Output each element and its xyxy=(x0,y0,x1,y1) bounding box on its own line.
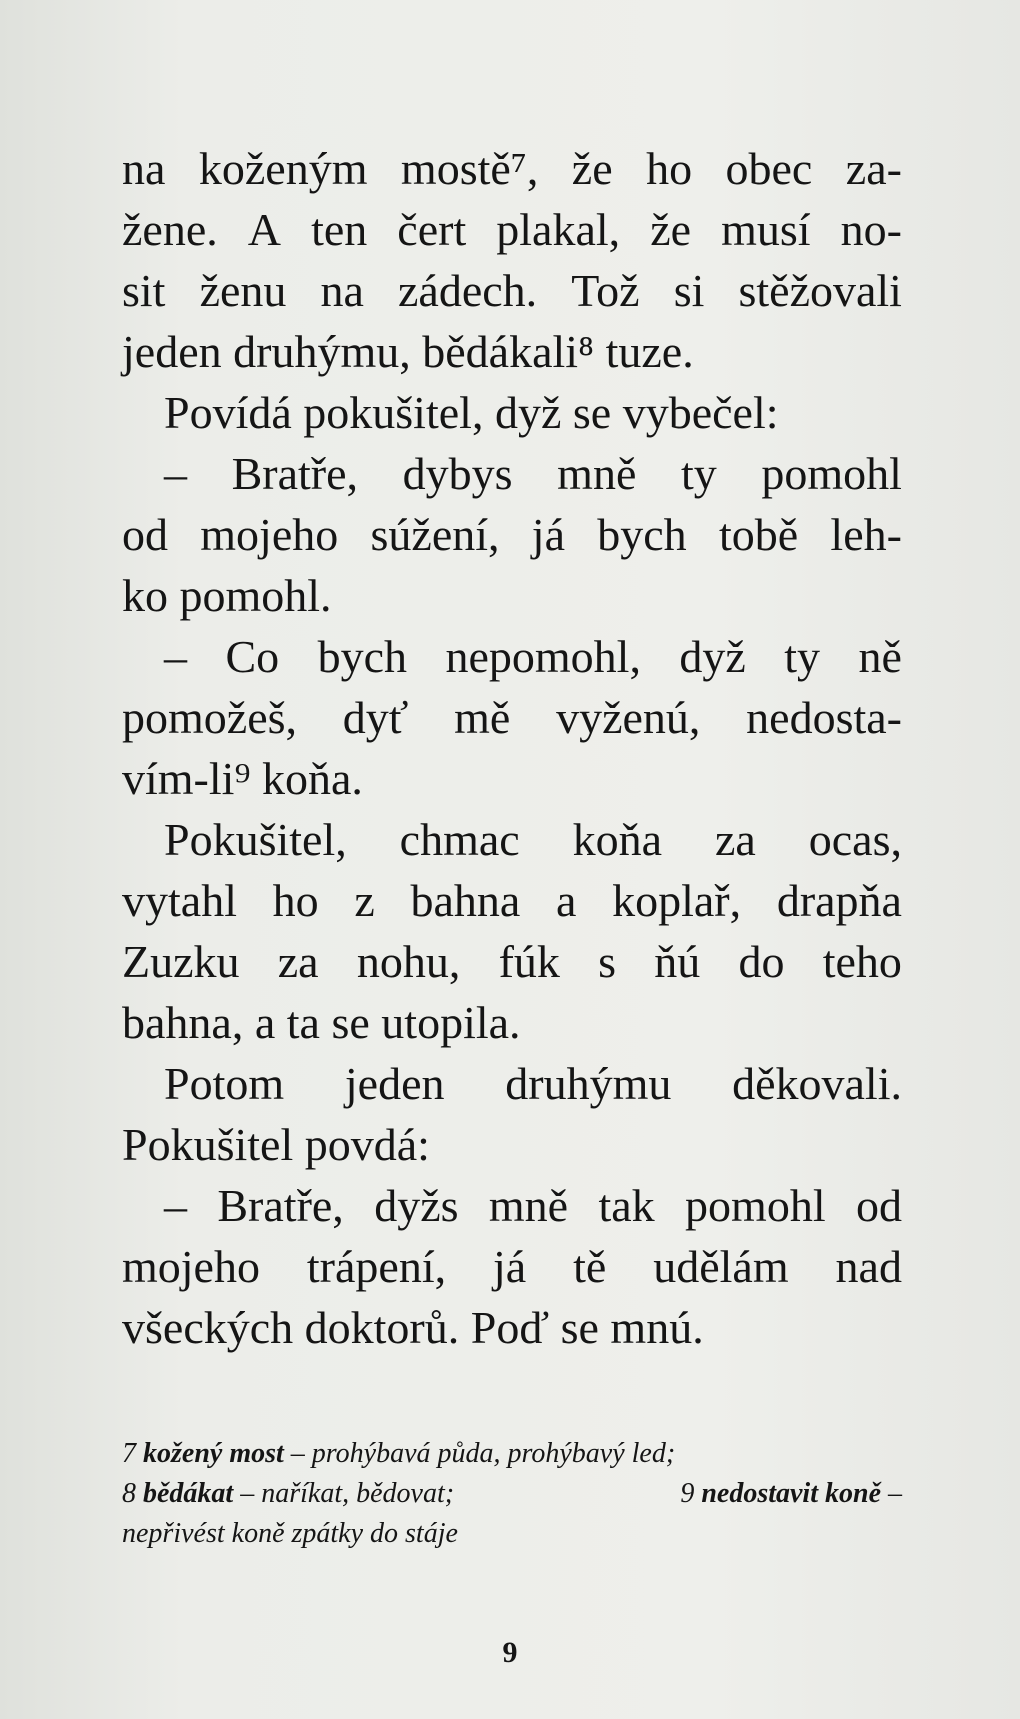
word: z xyxy=(354,875,375,926)
word: druhýmu, xyxy=(233,326,411,377)
word: si xyxy=(673,265,705,316)
word: ně xyxy=(858,631,902,682)
word: mostě⁷, xyxy=(400,143,539,194)
word: se xyxy=(560,1302,599,1353)
footnote-definition: nepřivést koně zpátky do stáje xyxy=(122,1518,458,1549)
footnote-line xyxy=(122,1514,902,1554)
body-text xyxy=(122,138,902,1358)
word: chmac xyxy=(399,814,520,865)
word: bahna xyxy=(410,875,521,926)
word: pomohl. xyxy=(179,570,332,621)
word: se xyxy=(331,997,370,1048)
word: dybys xyxy=(402,448,513,499)
word: do xyxy=(738,936,785,987)
footnote-line xyxy=(122,1474,902,1514)
word: Zuzku xyxy=(122,936,240,987)
word: – xyxy=(164,448,187,499)
word: ko xyxy=(122,570,168,621)
word: vybečel: xyxy=(622,387,779,438)
footnote-definition: – naříkat, bědovat; xyxy=(240,1478,455,1509)
word: teho xyxy=(822,936,902,987)
word: koženým xyxy=(198,143,368,194)
text-line xyxy=(122,321,902,382)
word: tobě xyxy=(718,509,799,560)
word: – xyxy=(164,631,187,682)
word: mně xyxy=(557,448,637,499)
word: ta xyxy=(286,997,320,1048)
word: dyť xyxy=(342,692,409,743)
word: já xyxy=(493,1241,527,1292)
word: že xyxy=(650,204,692,255)
word: ňú xyxy=(654,936,701,987)
word: druhýmu xyxy=(505,1058,672,1109)
word: na xyxy=(122,143,166,194)
word: ho xyxy=(272,875,319,926)
word: ty xyxy=(784,631,821,682)
word: mně xyxy=(488,1180,569,1231)
word: zádech. xyxy=(398,265,538,316)
word: tě xyxy=(573,1241,607,1292)
word: Bratře, xyxy=(217,1180,344,1231)
word: obec xyxy=(725,143,813,194)
word: za xyxy=(277,936,319,987)
word: nepomohl, xyxy=(445,631,641,682)
text-line xyxy=(122,870,902,931)
text-line xyxy=(122,1053,902,1114)
word: no- xyxy=(840,204,902,255)
word: bědákali⁸ xyxy=(422,326,595,377)
word: za- xyxy=(845,143,902,194)
word: mojeho xyxy=(200,509,339,560)
footnote-8: 8 bědákat – naříkat, bědovat; xyxy=(122,1478,455,1509)
page-number: 9 xyxy=(502,1636,518,1669)
word: doktorů. xyxy=(304,1302,460,1353)
word: nedosta- xyxy=(746,692,902,743)
word: na xyxy=(320,265,364,316)
word: pokušitel, xyxy=(303,387,484,438)
word: dyž xyxy=(494,387,562,438)
text-line xyxy=(122,687,902,748)
word: za xyxy=(714,814,756,865)
word: se xyxy=(572,387,612,438)
word: ocas, xyxy=(808,814,902,865)
text-line xyxy=(122,1175,902,1236)
word: a xyxy=(254,997,276,1048)
word: pomohl xyxy=(761,448,902,499)
word: stěžovali xyxy=(738,265,902,316)
word: ten xyxy=(311,204,368,255)
word: od xyxy=(122,509,168,560)
word: tak xyxy=(598,1180,655,1231)
word: koplař, xyxy=(612,875,742,926)
word: udělám xyxy=(653,1241,789,1292)
word: žene. xyxy=(122,204,218,255)
word: utopila. xyxy=(381,997,521,1048)
word: pomožeš, xyxy=(122,692,298,743)
word: leh- xyxy=(830,509,902,560)
word: mojeho xyxy=(122,1241,260,1292)
word: vytahl xyxy=(122,875,237,926)
word: jeden xyxy=(122,326,222,377)
text-line xyxy=(122,138,902,199)
footnote-9: 9 nedostavit koně – xyxy=(680,1478,902,1509)
footnote-definition: – prohýbavá půda, prohýbavý led; xyxy=(290,1438,676,1469)
word: fúk xyxy=(498,936,560,987)
word: súžení, xyxy=(370,509,500,560)
word: vyženú, xyxy=(556,692,701,743)
word: plakal, xyxy=(496,204,621,255)
word: A xyxy=(247,204,282,255)
word: ho xyxy=(646,143,693,194)
word: mnú. xyxy=(610,1302,704,1353)
text-line xyxy=(122,1297,902,1358)
word: Bratře, xyxy=(231,448,359,499)
text-line xyxy=(122,443,902,504)
word: Potom xyxy=(164,1058,285,1109)
word: od xyxy=(855,1180,902,1231)
word: sit xyxy=(122,265,166,316)
word: trápení, xyxy=(306,1241,447,1292)
text-line xyxy=(122,1236,902,1297)
footnote-term: bědákat xyxy=(143,1478,234,1509)
word: Co xyxy=(225,631,280,682)
word: – xyxy=(164,1180,187,1231)
footnote-line xyxy=(122,1434,902,1474)
word: tuze. xyxy=(605,326,694,377)
word: povdá: xyxy=(304,1119,430,1170)
word: Tož xyxy=(571,265,640,316)
word: jeden xyxy=(344,1058,445,1109)
text-line xyxy=(122,565,902,626)
word: Povídá xyxy=(164,387,292,438)
word: bych xyxy=(597,509,687,560)
text-line xyxy=(122,1114,902,1175)
footnote-7: 7 kožený most – prohýbavá půda, prohýbavý led; xyxy=(122,1438,676,1469)
text-line xyxy=(122,626,902,687)
word: že xyxy=(571,143,613,194)
word: musí xyxy=(721,204,811,255)
word: nad xyxy=(835,1241,902,1292)
word: pomohl xyxy=(685,1180,826,1231)
text-line xyxy=(122,504,902,565)
footnote-term: nedostavit koně xyxy=(701,1478,881,1509)
text-line xyxy=(122,931,902,992)
word: dyž xyxy=(679,631,746,682)
word: nohu, xyxy=(356,936,461,987)
word: koňa. xyxy=(261,753,363,804)
word: a xyxy=(556,875,577,926)
footnotes xyxy=(122,1434,902,1554)
word: ty xyxy=(680,448,717,499)
word: dyžs xyxy=(374,1180,459,1231)
word: Poď xyxy=(470,1302,550,1353)
word: koňa xyxy=(572,814,663,865)
word: Pokušitel, xyxy=(164,814,347,865)
word: vím-li⁹ xyxy=(122,753,251,804)
word: čert xyxy=(397,204,467,255)
text-line xyxy=(122,199,902,260)
text-line xyxy=(122,382,902,443)
word: bahna, xyxy=(122,997,244,1048)
word: mě xyxy=(454,692,511,743)
text-line xyxy=(122,809,902,870)
text-line xyxy=(122,992,902,1053)
word: ženu xyxy=(199,265,287,316)
text-line xyxy=(122,260,902,321)
word: já xyxy=(531,509,565,560)
text-line xyxy=(122,748,902,809)
word: Pokušitel xyxy=(122,1119,294,1170)
word: všeckých xyxy=(122,1302,294,1353)
word: drapňa xyxy=(776,875,902,926)
word: děkovali. xyxy=(732,1058,902,1109)
word: s xyxy=(598,936,617,987)
word: bych xyxy=(317,631,408,682)
footnote-term: kožený most xyxy=(143,1438,284,1469)
